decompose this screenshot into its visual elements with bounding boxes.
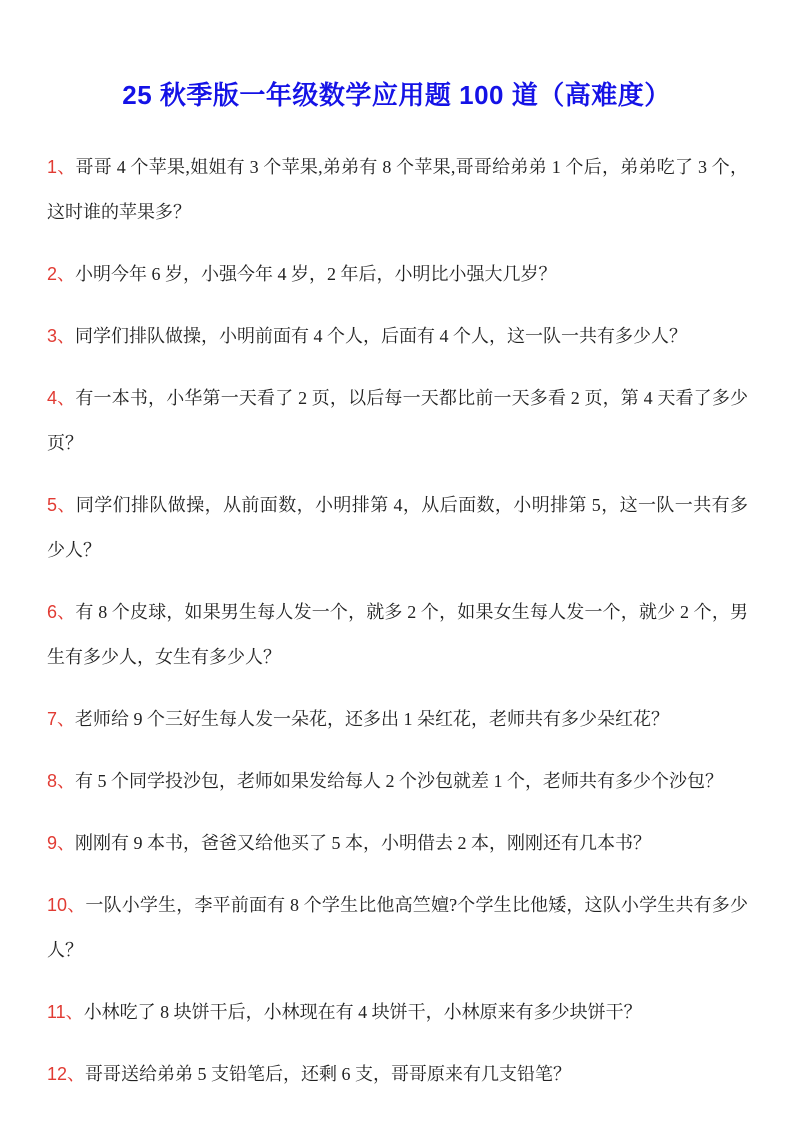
question-number: 9、 — [47, 833, 76, 854]
question-number: 5、 — [47, 495, 76, 516]
questions-list — [0, 145, 793, 1097]
question-number: 7、 — [47, 709, 76, 730]
question-item — [47, 376, 748, 466]
question-number: 2、 — [47, 264, 76, 285]
question-item — [47, 1052, 748, 1097]
question-number: 11、 — [47, 1002, 84, 1023]
question-text: 有 5 个同学投沙包，老师如果发给每人 2 个沙包就差 1 个，老师共有多少个沙包？ — [75, 771, 724, 792]
question-item — [47, 314, 748, 359]
question-item — [47, 883, 748, 973]
question-number: 12、 — [47, 1064, 86, 1085]
question-item — [47, 145, 748, 235]
question-text: 小林吃了 8 块饼干后，小林现在有 4 块饼干，小林原来有多少块饼干？ — [83, 1002, 642, 1023]
question-item — [47, 759, 748, 804]
question-text: 一队小学生，李平前面有 8 个学生比他高竺嬗?个学生比他矮，这队小学生共有多少人？ — [47, 895, 748, 961]
question-number: 1、 — [47, 157, 76, 178]
question-item — [47, 697, 748, 742]
question-number: 4、 — [47, 388, 76, 409]
page-title: 25 秋季版一年级数学应用题 100 道（高难度） — [122, 80, 671, 111]
question-text: 哥哥 4 个苹果,姐姐有 3 个苹果,弟弟有 8 个苹果,哥哥给弟弟 1 个后，弟弟吃了 3 个，这时谁的苹果多？ — [47, 157, 749, 223]
question-text: 有 8 个皮球，如果男生每人发一个，就多 2 个，如果女生每人发一个，就少 2 个，男生有多少人，女生有多少人？ — [47, 602, 748, 668]
question-text: 有一本书，小华第一天看了 2 页，以后每一天都比前一天多看 2 页，第 4 天看了多少页？ — [47, 388, 748, 454]
question-number: 3、 — [47, 326, 76, 347]
question-text: 刚刚有 9 本书，爸爸又给他买了 5 本，小明借去 2 本，刚刚还有几本书？ — [75, 833, 652, 854]
question-text: 同学们排队做操，从前面数，小明排第 4，从后面数，小明排第 5，这一队一共有多少人？ — [47, 495, 748, 561]
question-text: 哥哥送给弟弟 5 支铅笔后，还剩 6 支，哥哥原来有几支铅笔？ — [85, 1064, 572, 1085]
question-text: 小明今年 6 岁，小强今年 4 岁，2 年后，小明比小强大几岁？ — [75, 264, 557, 285]
question-item — [47, 990, 748, 1035]
question-text: 同学们排队做操，小明前面有 4 个人，后面有 4 个人，这一队一共有多少人？ — [75, 326, 688, 347]
question-item — [47, 590, 748, 680]
question-number: 6、 — [47, 602, 76, 623]
question-number: 10、 — [47, 895, 86, 916]
question-item — [47, 821, 748, 866]
question-number: 8、 — [47, 771, 76, 792]
question-item — [47, 252, 748, 297]
question-item — [47, 483, 748, 573]
question-text: 老师给 9 个三好生每人发一朵花，还多出 1 朵红花，老师共有多少朵红花？ — [75, 709, 670, 730]
